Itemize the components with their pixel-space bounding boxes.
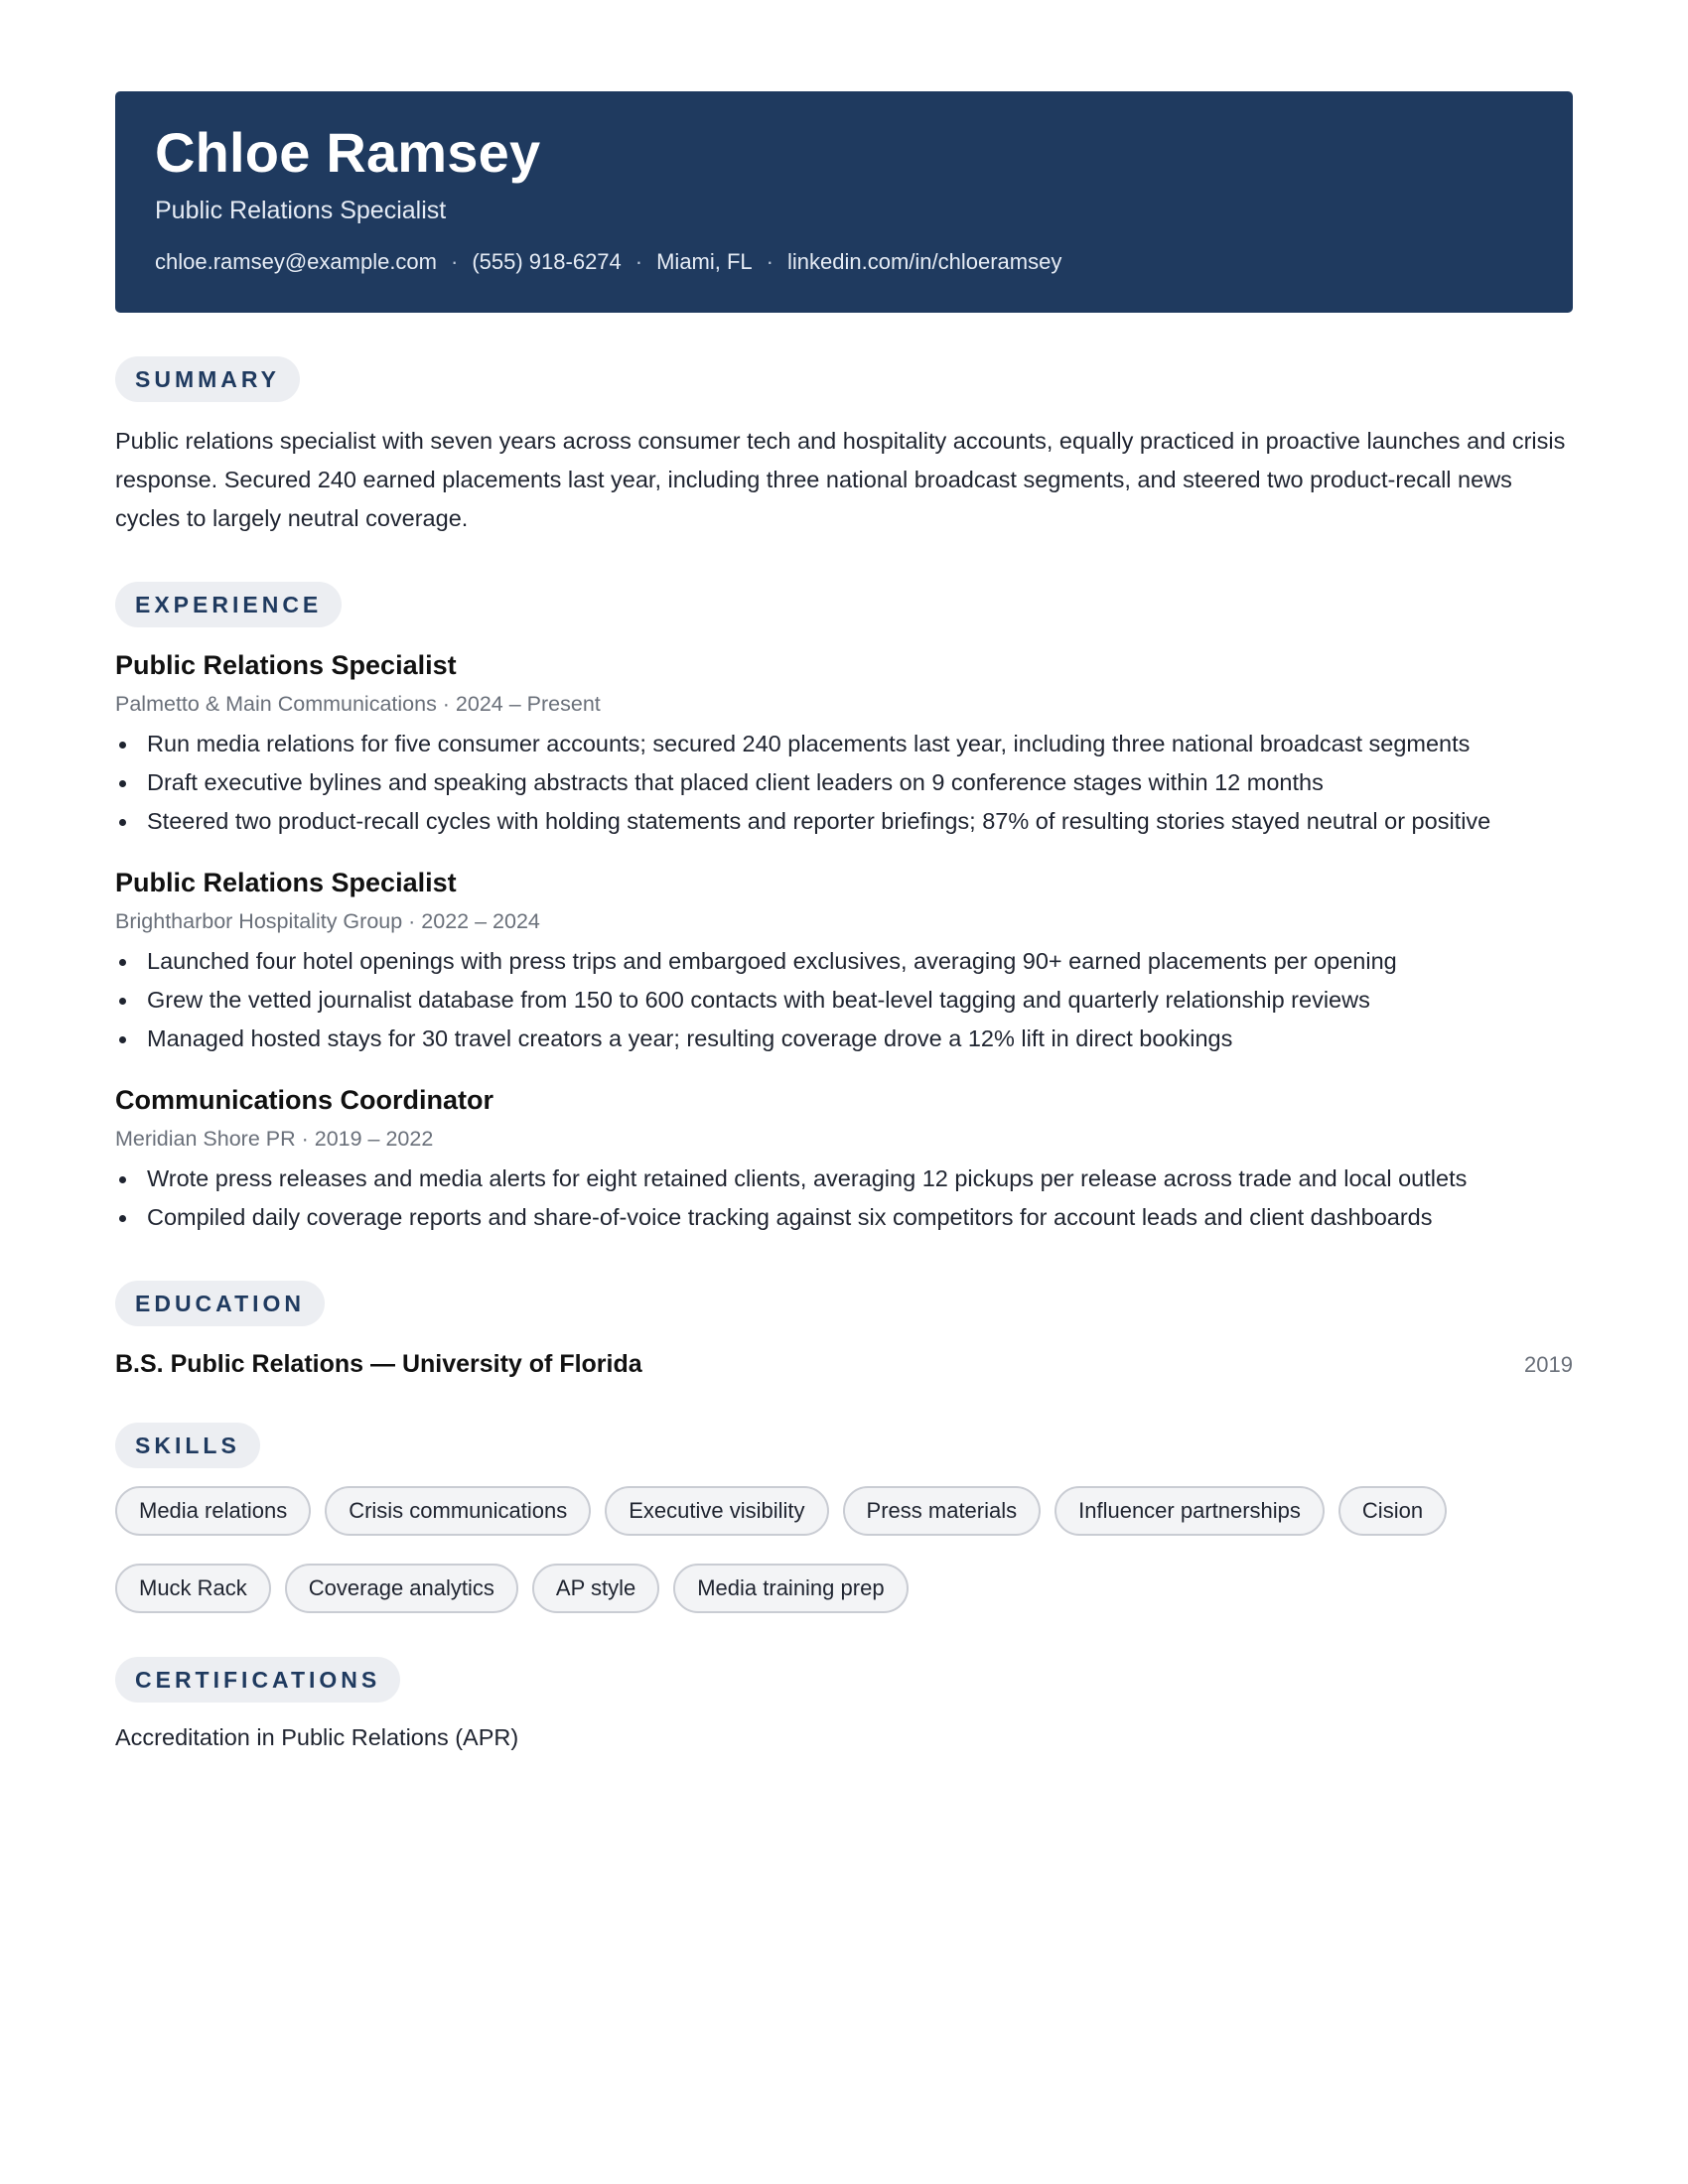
skill-chip: Executive visibility xyxy=(605,1486,828,1536)
job-bullets xyxy=(115,942,1573,1058)
job-bullet: Compiled daily coverage reports and share-of-voice tracking against six competitors for account leads and client dashboards xyxy=(115,1198,1573,1237)
job-title: Communications Coordinator xyxy=(115,1085,494,1115)
contact-email[interactable]: chloe.ramsey@example.com xyxy=(155,249,437,274)
section-label-skills: SKILLS xyxy=(115,1423,260,1468)
summary-text: Public relations specialist with seven years across consumer tech and hospitality accounts, equally practiced in proactive launches and crisis response. Secured 240 earned placements last year, including three national broadcast segments, and steered two product-recall news cycles to largely neutral coverage. xyxy=(115,428,1566,531)
contact-location: Miami, FL xyxy=(656,249,753,274)
experience-section xyxy=(115,582,1573,1237)
job-meta: Meridian Shore PR · 2019 – 2022 xyxy=(115,1127,434,1151)
contact-line xyxy=(155,249,1533,275)
job-entry xyxy=(115,649,1573,841)
skill-chip: Muck Rack xyxy=(115,1564,271,1613)
contact-separator: · xyxy=(634,249,643,274)
contact-separator: · xyxy=(451,249,459,274)
education-degree: B.S. Public Relations — University of Florida xyxy=(115,1350,642,1378)
education-section xyxy=(115,1281,1573,1379)
job-meta: Palmetto & Main Communications · 2024 – Present xyxy=(115,692,601,716)
skill-chip: Media training prep xyxy=(673,1564,908,1613)
contact-separator: · xyxy=(766,249,774,274)
skill-chip: Crisis communications xyxy=(325,1486,591,1536)
contact-phone: (555) 918-6274 xyxy=(472,249,622,274)
job-bullet: Steered two product-recall cycles with holding statements and reporter briefings; 87% of resulting stories stayed neutral or positive xyxy=(115,802,1573,841)
section-label-education: EDUCATION xyxy=(115,1281,325,1326)
job-bullet: Managed hosted stays for 30 travel creators a year; resulting coverage drove a 12% lift in direct bookings xyxy=(115,1020,1573,1058)
job-bullet: Grew the vetted journalist database from 150 to 600 contacts with beat-level tagging and quarterly relationship reviews xyxy=(115,981,1573,1020)
education-entry xyxy=(115,1350,1573,1379)
candidate-role: Public Relations Specialist xyxy=(155,197,447,224)
section-label-summary: SUMMARY xyxy=(115,356,300,402)
skill-chip: Coverage analytics xyxy=(285,1564,518,1613)
job-bullets xyxy=(115,725,1573,841)
skill-chip: Media relations xyxy=(115,1486,311,1536)
candidate-name: Chloe Ramsey xyxy=(155,121,541,184)
education-year: 2019 xyxy=(1524,1352,1573,1377)
skills-section xyxy=(115,1423,1573,1641)
skill-chip: Cision xyxy=(1338,1486,1447,1536)
job-entry xyxy=(115,867,1573,1058)
job-bullets xyxy=(115,1160,1573,1237)
contact-linkedin[interactable]: linkedin.com/in/chloeramsey xyxy=(787,249,1062,274)
job-bullet: Launched four hotel openings with press trips and embargoed exclusives, averaging 90+ earned placements per opening xyxy=(115,942,1573,981)
job-meta: Brightharbor Hospitality Group · 2022 – 2024 xyxy=(115,909,540,933)
skill-chip: AP style xyxy=(532,1564,659,1613)
job-bullet: Draft executive bylines and speaking abstracts that placed client leaders on 9 conference stages within 12 months xyxy=(115,763,1573,802)
skill-chips xyxy=(115,1486,1466,1641)
job-title: Public Relations Specialist xyxy=(115,650,457,680)
skill-chip: Press materials xyxy=(843,1486,1042,1536)
job-entry xyxy=(115,1084,1573,1237)
job-bullet: Run media relations for five consumer accounts; secured 240 placements last year, including three national broadcast segments xyxy=(115,725,1573,763)
resume-page xyxy=(115,91,1573,1751)
certification-item: Accreditation in Public Relations (APR) xyxy=(115,1724,519,1750)
section-label-certifications: CERTIFICATIONS xyxy=(115,1657,400,1703)
certifications-section xyxy=(115,1657,1573,1751)
job-bullet: Wrote press releases and media alerts for eight retained clients, averaging 12 pickups per release across trade and local outlets xyxy=(115,1160,1573,1198)
resume-header xyxy=(115,91,1573,313)
summary-section xyxy=(115,356,1573,538)
section-label-experience: EXPERIENCE xyxy=(115,582,342,627)
job-title: Public Relations Specialist xyxy=(115,868,457,897)
skill-chip: Influencer partnerships xyxy=(1055,1486,1325,1536)
